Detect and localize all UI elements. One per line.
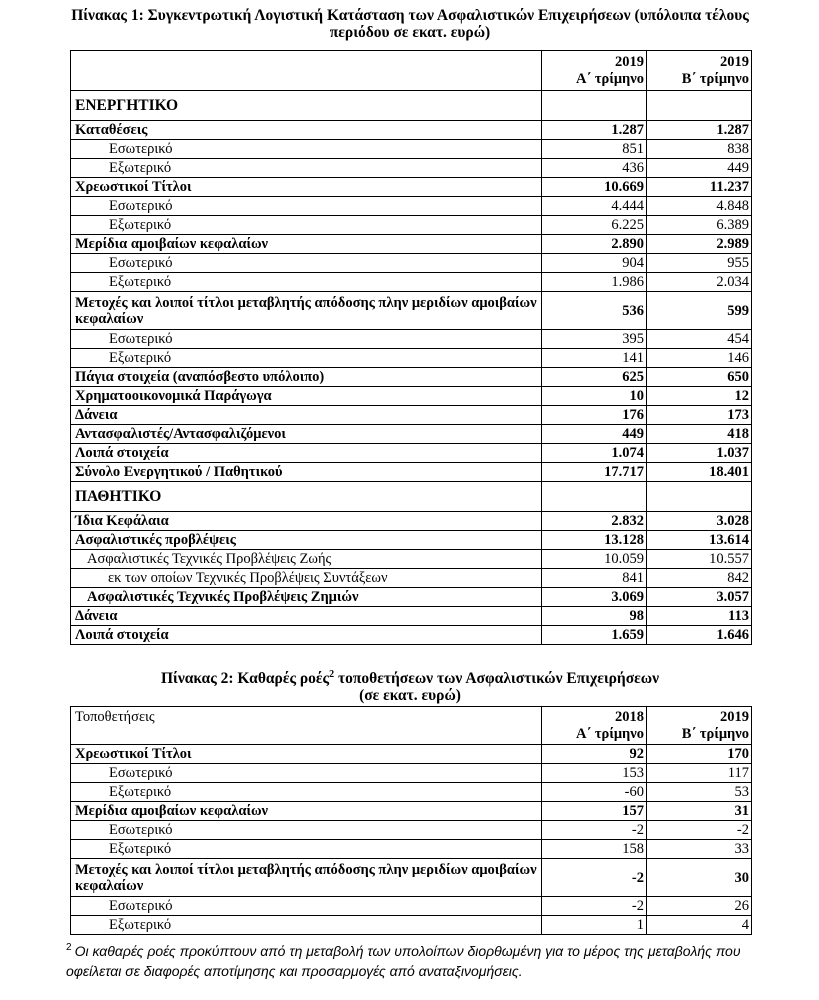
table-row (71, 330, 752, 349)
footnote-marker: 2 (66, 942, 72, 953)
cell-value: 1.287 (542, 121, 647, 140)
row-label: Δάνεια (71, 406, 542, 425)
cell-value: 841 (542, 569, 647, 588)
row-label: Εξωτερικό (71, 916, 542, 935)
cell-value: 11.237 (647, 178, 752, 197)
row-label: Μερίδια αμοιβαίων κεφαλαίων (71, 235, 542, 254)
table-row (71, 764, 752, 783)
section-row (71, 482, 752, 512)
table-row (71, 512, 752, 531)
cell-value: -2 (542, 897, 647, 916)
row-label: Δάνεια (71, 607, 542, 626)
table-row (71, 406, 752, 425)
row-label: Χρεωστικοί Τίτλοι (71, 178, 542, 197)
row-label: Εξωτερικό (71, 159, 542, 178)
row-label: Εσωτερικό (71, 764, 542, 783)
cell-value: 26 (647, 897, 752, 916)
table-row (71, 349, 752, 368)
cell-value: 2.989 (647, 235, 752, 254)
row-label: Χρεωστικοί Τίτλοι (71, 745, 542, 764)
cell-value: 10.557 (647, 550, 752, 569)
row-label: Εσωτερικό (71, 330, 542, 349)
row-label: Ίδια Κεφάλαια (71, 512, 542, 531)
cell-value: 454 (647, 330, 752, 349)
row-label: Λοιπά στοιχεία (71, 444, 542, 463)
table-row (71, 444, 752, 463)
cell-value: 650 (647, 368, 752, 387)
cell-value: 10.059 (542, 550, 647, 569)
cell-value: 98 (542, 607, 647, 626)
cell-value: 1.986 (542, 273, 647, 292)
cell-value: 13.128 (542, 531, 647, 550)
cell-value: 10.669 (542, 178, 647, 197)
cell-value: 4.444 (542, 197, 647, 216)
table-row (71, 840, 752, 859)
table-row (71, 550, 752, 569)
table-row (71, 292, 752, 330)
row-label: Εξωτερικό (71, 840, 542, 859)
cell-value: 3.057 (647, 588, 752, 607)
row-label: Εσωτερικό (71, 821, 542, 840)
row-label: Εσωτερικό (71, 197, 542, 216)
table-row (71, 821, 752, 840)
cell-value: 157 (542, 802, 647, 821)
row-label: εκ των οποίων Τεχνικές Προβλέψεις Συντάξεων (71, 569, 542, 588)
cell-value: 158 (542, 840, 647, 859)
cell-value: 851 (542, 140, 647, 159)
row-label: Χρηματοοικονομικά Παράγωγα (71, 387, 542, 406)
section-heading: ΕΝΕΡΓΗΤΙΚΟ (71, 91, 542, 121)
row-label: Μετοχές και λοιποί τίτλοι μεταβλητής απόδοσης πλην μεριδίων αμοιβαίων κεφαλαίων (71, 859, 542, 897)
row-label: Εξωτερικό (71, 273, 542, 292)
cell-value: 1.037 (647, 444, 752, 463)
row-label: Αντασφαλιστές/Αντασφαλιζόμενοι (71, 425, 542, 444)
cell-value: 4 (647, 916, 752, 935)
cell-value: 6.225 (542, 216, 647, 235)
table2-subtitle: (σε εκατ. ευρώ) (359, 687, 461, 705)
cell-value: 153 (542, 764, 647, 783)
cell-value: 141 (542, 349, 647, 368)
table-header-row (71, 707, 752, 745)
cell-value: 113 (647, 607, 752, 626)
table-row (71, 368, 752, 387)
balance-sheet-table (70, 50, 752, 645)
cell-value: 395 (542, 330, 647, 349)
cell-value: 449 (542, 425, 647, 444)
cell-value: 436 (542, 159, 647, 178)
cell-value: 6.389 (647, 216, 752, 235)
cell-value: -2 (542, 859, 647, 897)
cell-value: 2.832 (542, 512, 647, 531)
table-row (71, 607, 752, 626)
row-label: Σύνολο Ενεργητικού / Παθητικού (71, 463, 542, 482)
cell-value: 2.890 (542, 235, 647, 254)
table-row (71, 425, 752, 444)
cell-value: 1.646 (647, 626, 752, 645)
cell-value: 599 (647, 292, 752, 330)
cell-value: 146 (647, 349, 752, 368)
table-row (71, 783, 752, 802)
cell-value: 176 (542, 406, 647, 425)
row-label: Εξωτερικό (71, 349, 542, 368)
cell-value: 30 (647, 859, 752, 897)
cell-value: 12 (647, 387, 752, 406)
footnote (66, 938, 756, 981)
net-flows-table (70, 706, 752, 935)
row-label: Πάγια στοιχεία (αναπόσβεστο υπόλοιπο) (71, 368, 542, 387)
row-label: Μετοχές και λοιποί τίτλοι μεταβλητής απόδοσης πλην μεριδίων αμοιβαίων κεφαλαίων (71, 292, 542, 330)
cell-value: 625 (542, 368, 647, 387)
cell-value: 10 (542, 387, 647, 406)
table-row (71, 178, 752, 197)
row-label: Εσωτερικό (71, 897, 542, 916)
cell-value: 955 (647, 254, 752, 273)
cell-value: 1.287 (647, 121, 752, 140)
table-row (71, 802, 752, 821)
row-label: Μερίδια αμοιβαίων κεφαλαίων (71, 802, 542, 821)
cell-value: 18.401 (647, 463, 752, 482)
row-label: Ασφαλιστικές Τεχνικές Προβλέψεις Ζημιών (71, 588, 542, 607)
cell-value: 117 (647, 764, 752, 783)
cell-value: 33 (647, 840, 752, 859)
row-label: Ασφαλιστικές προβλέψεις (71, 531, 542, 550)
table-row (71, 569, 752, 588)
column-header: 2019 Β΄ τρίμηνο (647, 707, 752, 745)
cell-value: 904 (542, 254, 647, 273)
table-row (71, 140, 752, 159)
table-row (71, 197, 752, 216)
table-row (71, 531, 752, 550)
table-row (71, 626, 752, 645)
table2-title: Πίνακας 2: Καθαρές ροές$^2$ τοποθετήσεων των Ασφαλιστικών Επιχειρήσεων (σε εκατ. ευρώ) (160, 669, 660, 705)
cell-value: 173 (647, 406, 752, 425)
cell-value: 4.848 (647, 197, 752, 216)
table-row (71, 916, 752, 935)
row-label: Λοιπά στοιχεία (71, 626, 542, 645)
row-label: Εξωτερικό (71, 783, 542, 802)
cell-value: -60 (542, 783, 647, 802)
table-row (71, 859, 752, 897)
table-header-row (71, 51, 752, 91)
row-label: Εσωτερικό (71, 254, 542, 273)
cell-value: 17.717 (542, 463, 647, 482)
cell-value: 53 (647, 783, 752, 802)
row-label: Ασφαλιστικές Τεχνικές Προβλέψεις Ζωής (71, 550, 542, 569)
table-row (71, 159, 752, 178)
cell-value: 1.659 (542, 626, 647, 645)
cell-value: 92 (542, 745, 647, 764)
column-header: Τοποθετήσεις (71, 707, 542, 745)
table-row (71, 254, 752, 273)
cell-value: 1 (542, 916, 647, 935)
cell-value: 3.028 (647, 512, 752, 531)
cell-value: 3.069 (542, 588, 647, 607)
column-header: 2018 Α΄ τρίμηνο (542, 707, 647, 745)
cell-value: 838 (647, 140, 752, 159)
column-header: 2019 Β΄ τρίμηνο (647, 51, 752, 91)
table-row (71, 235, 752, 254)
cell-value: 449 (647, 159, 752, 178)
total-row (71, 463, 752, 482)
cell-value: 536 (542, 292, 647, 330)
table-row (71, 121, 752, 140)
cell-value: 170 (647, 745, 752, 764)
row-label: Εξωτερικό (71, 216, 542, 235)
row-label: Εσωτερικό (71, 140, 542, 159)
table1-title: Πίνακας 1: Συγκεντρωτική Λογιστική Κατάσταση των Ασφαλιστικών Επιχειρήσεων (υπόλοιπα τέλους περιόδου σε εκατ. ευρώ) (71, 7, 749, 41)
table-row (71, 745, 752, 764)
row-label: Καταθέσεις (71, 121, 542, 140)
cell-value: 842 (647, 569, 752, 588)
section-row (71, 91, 752, 121)
table-row (71, 216, 752, 235)
cell-value: 1.074 (542, 444, 647, 463)
table-row (71, 273, 752, 292)
column-header: 2019 Α΄ τρίμηνο (542, 51, 647, 91)
section-heading: ΠΑΘΗΤΙΚΟ (71, 482, 542, 512)
cell-value: -2 (542, 821, 647, 840)
table-row (71, 897, 752, 916)
cell-value: -2 (647, 821, 752, 840)
footnote-text: Οι καθαρές ροές προκύπτουν από τη μεταβολή των υπολοίπων διορθωμένη για το μέρος της μεταβολής που οφείλεται σε διαφορές αποτίμησης και προσαρμογές από αναταξινομήσεις. (66, 943, 741, 979)
cell-value: 13.614 (647, 531, 752, 550)
cell-value: 31 (647, 802, 752, 821)
cell-value: 418 (647, 425, 752, 444)
table-row (71, 588, 752, 607)
table-row (71, 387, 752, 406)
cell-value: 2.034 (647, 273, 752, 292)
